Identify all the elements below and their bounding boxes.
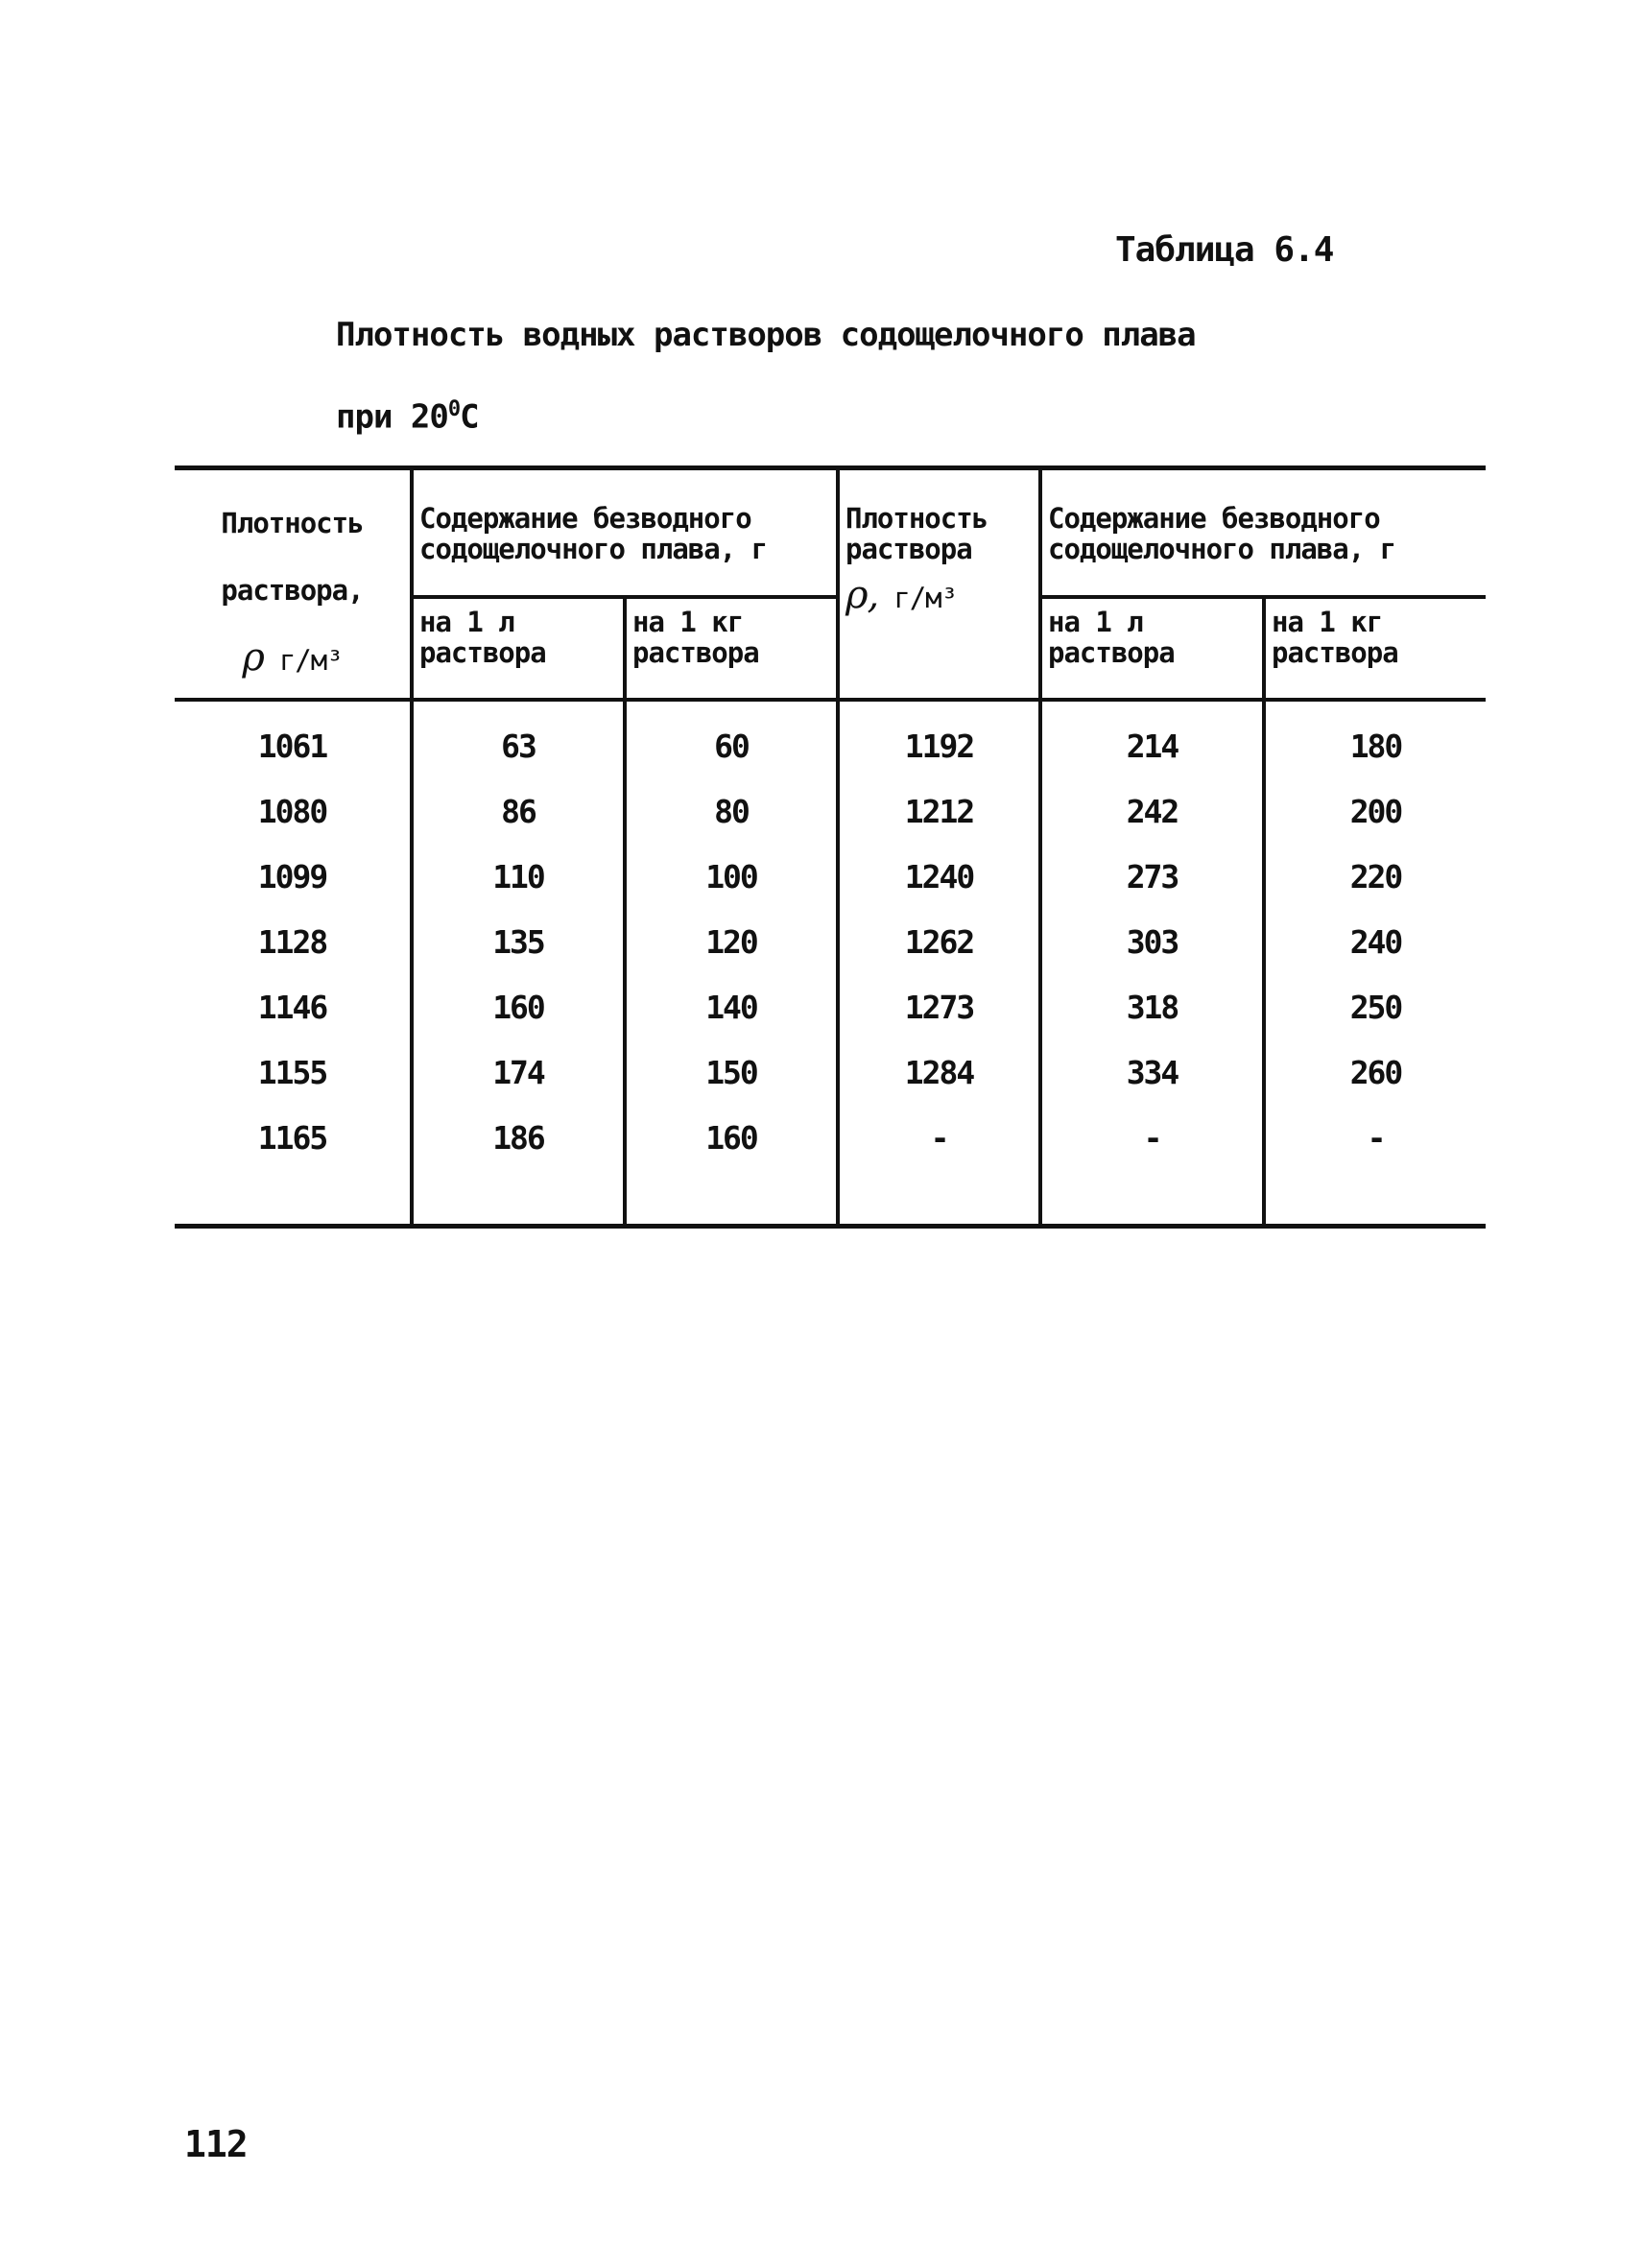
header-per-kg: на 1 кг раствора: [625, 597, 838, 700]
cell-per-kg: 160: [625, 1105, 838, 1170]
title-line-1: Плотность водных растворов содощелочного плава: [336, 316, 1196, 354]
table-row: [175, 909, 1486, 974]
cell-per-kg: 100: [625, 844, 838, 909]
cell-per-liter: 110: [412, 844, 625, 909]
density-unit-2: г/м³: [893, 582, 958, 614]
cell-per-liter: 186: [412, 1105, 625, 1170]
cell-density: 1165: [257, 1118, 327, 1157]
title-line-2-prefix: при 20: [336, 397, 448, 437]
cell-density: 1099: [257, 857, 327, 895]
cell-per-liter-2: 242: [1040, 778, 1264, 844]
header-content-group-2: Содержание безводного содощелочного плава, г: [1040, 468, 1486, 598]
cell-per-kg-2: -: [1264, 1105, 1486, 1170]
cell-per-liter: 160: [412, 974, 625, 1039]
rho-symbol-2: ρ,: [845, 573, 879, 617]
table-caption: Таблица 6.4: [1115, 230, 1334, 270]
cell-per-kg-2: 180: [1264, 700, 1486, 778]
header-density-2: [838, 468, 1040, 701]
cell-density-2: 1284: [838, 1039, 1040, 1105]
rho-symbol: ρ: [242, 635, 264, 680]
cell-density-2: 1192: [838, 700, 1040, 778]
cell-per-liter: 63: [412, 700, 625, 778]
table-row: [175, 1039, 1486, 1105]
cell-per-liter-2: -: [1040, 1105, 1264, 1170]
header-per-liter-2: на 1 л раствора: [1040, 597, 1264, 700]
table-row-spacer: [175, 1170, 1486, 1227]
cell-per-liter-2: 318: [1040, 974, 1264, 1039]
header-per-liter: на 1 л раствора: [412, 597, 625, 700]
table-row: [175, 844, 1486, 909]
cell-per-kg: 150: [625, 1039, 838, 1105]
header-content-group: Содержание безводного содощелочного плава, г: [412, 468, 838, 598]
cell-per-kg: 60: [625, 700, 838, 778]
cell-per-kg-2: 260: [1264, 1039, 1486, 1105]
cell-per-liter-2: 303: [1040, 909, 1264, 974]
table-title: [336, 298, 1196, 454]
cell-per-liter-2: 334: [1040, 1039, 1264, 1105]
table-row: [175, 974, 1486, 1039]
cell-density: 1061: [257, 727, 327, 765]
cell-density-2: 1212: [838, 778, 1040, 844]
cell-per-liter-2: 214: [1040, 700, 1264, 778]
table-row: [175, 700, 1486, 778]
cell-per-kg-2: 240: [1264, 909, 1486, 974]
title-line-2-suffix: С: [460, 397, 479, 437]
header-per-kg-2: на 1 кг раствора: [1264, 597, 1486, 700]
cell-density: 1146: [257, 988, 327, 1026]
cell-per-kg: 80: [625, 778, 838, 844]
cell-density-2: 1262: [838, 909, 1040, 974]
cell-per-kg-2: 220: [1264, 844, 1486, 909]
cell-density: 1128: [257, 922, 327, 961]
cell-per-liter: 86: [412, 778, 625, 844]
cell-per-kg-2: 250: [1264, 974, 1486, 1039]
density-unit: г/м³: [278, 644, 343, 677]
table-row: [175, 1105, 1486, 1170]
cell-per-liter: 174: [412, 1039, 625, 1105]
page-number: 112: [184, 2123, 248, 2165]
cell-density-2: 1240: [838, 844, 1040, 909]
cell-density-2: 1273: [838, 974, 1040, 1039]
degree-mark: 0: [447, 397, 461, 421]
cell-density-2: -: [838, 1105, 1040, 1170]
cell-per-liter-2: 273: [1040, 844, 1264, 909]
cell-density: 1080: [257, 792, 327, 830]
header-density: [175, 468, 412, 701]
cell-density: 1155: [257, 1053, 327, 1091]
cell-per-kg: 140: [625, 974, 838, 1039]
cell-per-liter: 135: [412, 909, 625, 974]
header-density-2-label: Плотность раствора: [845, 502, 988, 565]
title-line-2: [336, 372, 1196, 454]
density-table: [175, 466, 1486, 1229]
table-row: [175, 778, 1486, 844]
cell-per-kg: 120: [625, 909, 838, 974]
header-density-label: Плотность раствора,: [221, 507, 364, 607]
cell-per-kg-2: 200: [1264, 778, 1486, 844]
